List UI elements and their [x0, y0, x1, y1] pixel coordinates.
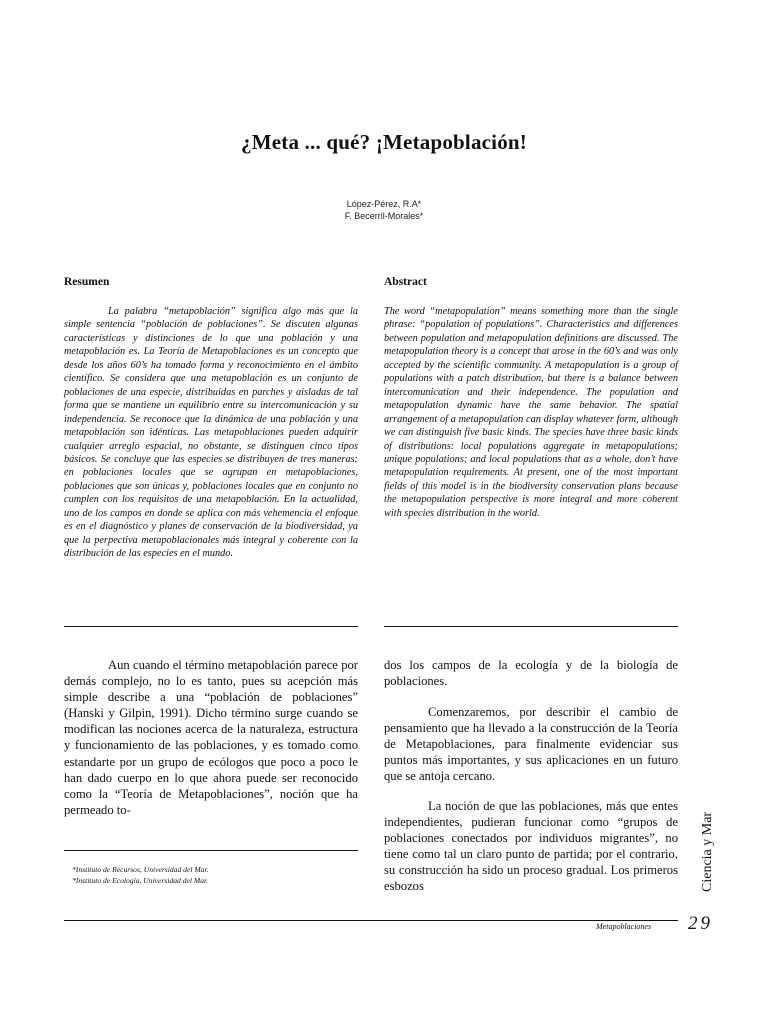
footnote-1: *Instituto de Recursos, Universidad del Mar. — [72, 865, 209, 874]
abstract-text: The word “metapopulation” means something more than the single phrase: “population of populations”. Characteristics and differences between population and metapopulation definitions are discussed. The metapopulation theory is a concept that arose in the 60’s and was only accepted by the scientific community. A metapopulation is a group of populations with a patch distribution, but there is a balance between intercomunication and their independence. The population and metapopulation dynamic have the same behavior. The spatial arrangement of a metapopulation can display whatever form, although we can distinguish five basic kinds. The species have three basic kinds of distributions: local populations aggregate in metapopulations; unique populations; and local populations that as a whole, don’t have metapopulation requirements. At present, one of the most important fields of this model is in the biodiversity conservation plans because the metapopulation perspective is more integral and more coherent with species distribution in the world. — [384, 306, 678, 519]
resumen-rule — [64, 626, 358, 627]
article-title: ¿Meta ... qué? ¡Metapoblación! — [241, 130, 527, 154]
resumen-text: La palabra “metapoblación” significa algo más que la simple sentencia “población de poblaciones”. Se discuten algunas características y distinciones de lo que una población y una metapoblación es. La Teoría de Metapoblaciones es un concepto que desde los años 60’s ha tomado forma y reconocimiento en el ámbito científico. Se considera que una metapoblación es un conjunto de poblaciones de una especie, distribuidas en parches y aisladas de tal forma que se mantiene un equilibrio entre su intercomunicación y su independencia. Se reconoce que la dinámica de una población y una metapoblación son idénticas. Las metapoblaciones pueden adquirir cualquier arreglo espacial, no obstante, se distinguen cinco tipos básicos. Se concluye que las especies se distribuyen de tres maneras: en poblaciones locales que se agrupan en metapoblaciones, poblaciones que son únicas y, poblaciones locales que en conjunto no cumplen con los requisitos de una metapoblación. En la actualidad, uno de los campos en donde se aplica con más vehemencia el enfoque es en el diagnóstico y planes de conservación de la biodiversidad, ya que la perpectiva metapoblacionales más integral y coherente con la distribución de las especies en el mundo. — [64, 306, 358, 560]
body-left-paragraph: Aun cuando el término metapoblación parece por demás complejo, no lo es tanto, pues su acepción más simple describe a una “población de poblaciones” (Hanski y Gilpin, 1991). Dicho término surge cuando se modifican las nociones acerca de la naturaleza, estructura y funcionamiento de las poblaciones, y es tomado como estandarte por un grupo de ecólogos que poco a poco le han dado cuerpo en lo que ahora puede ser reconocido como la “Teoría de Metapoblaciones”, noción que ha permeado to- — [64, 658, 358, 817]
body-right-continuation: dos los campos de la ecología y de la biología de poblaciones. — [384, 658, 678, 689]
author-2: F. Becerril-Morales* — [344, 211, 424, 221]
abstract-rule — [384, 626, 678, 627]
journal-side-label: Ciencia y Mar — [700, 811, 715, 892]
body-right-paragraph-2: Comenzaremos, por describir el cambio de pensamiento que ha llevado a la construcción de la Teoría de Metapoblaciones, para finalmente evidenciar sus puntos más importantes, y sus aplicaciones en un futuro que se antoja cercano. — [384, 705, 678, 784]
abstract-heading: Abstract — [384, 276, 427, 288]
footer-rule — [64, 920, 678, 921]
footnote-rule — [64, 850, 358, 851]
footnote-2: *Instituto de Ecología, Universidad del Mar. — [72, 876, 209, 885]
resumen-heading: Resumen — [64, 276, 110, 288]
body-right-paragraph-3: La noción de que las poblaciones, más que entes independientes, pudieran funcionar como “grupos de poblaciones conectados por individuos migrantes”, no tiene como tal un claro punto de partida; por el contrario, su construcción ha sido un proceso gradual. Los primeros esbozos — [384, 799, 678, 894]
author-1: López-Pérez, R.A* — [346, 199, 422, 209]
running-head: Metapoblaciones — [596, 922, 652, 931]
page-number: 29 — [688, 913, 713, 934]
